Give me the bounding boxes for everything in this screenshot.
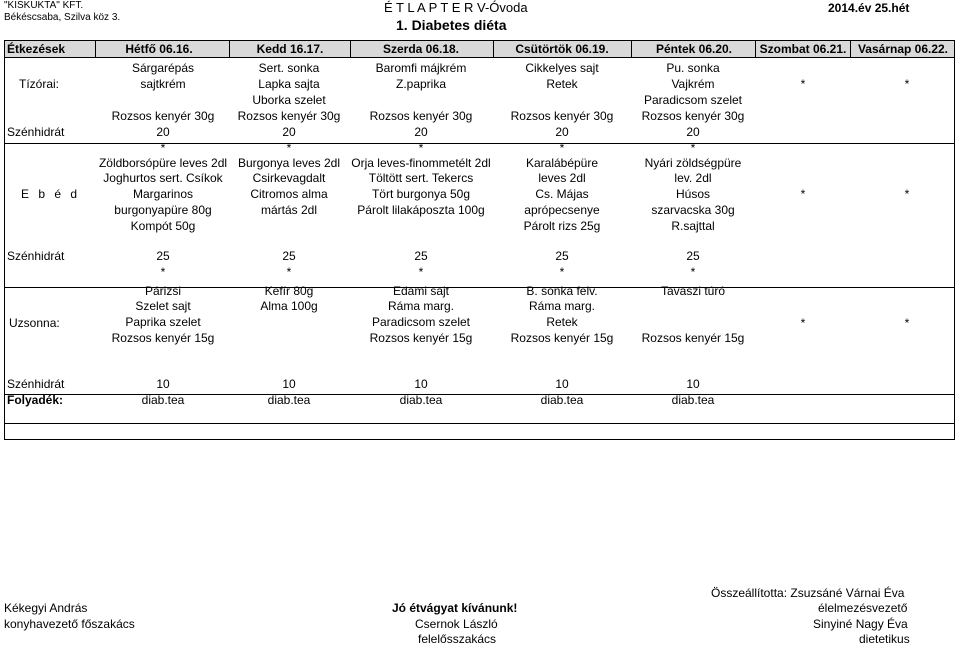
weekend-star: * <box>904 187 910 201</box>
ebed-item: aprópecsenye <box>524 203 600 217</box>
footer-right-name2: Sinyiné Nagy Éva <box>813 617 908 631</box>
ebed-item: Citromos alma <box>250 187 328 201</box>
divider <box>631 41 632 58</box>
footer-right-role1: élelmezésvezető <box>818 601 908 615</box>
tizorai-item: Sárgarépás <box>131 61 195 75</box>
divider <box>350 41 351 58</box>
tizorai-item: Rozsos kenyér 30g <box>369 109 473 123</box>
menu-table <box>4 40 955 440</box>
uzsonna-item: Paprika szelet <box>125 315 201 329</box>
ebed-item: Húsos <box>675 187 710 201</box>
footer-right-role2: dietetikus <box>859 632 910 646</box>
divider <box>229 41 230 58</box>
footer-left-role: konyhavezető főszakács <box>4 617 135 631</box>
footer-center-name: Csernok László <box>415 617 498 631</box>
tizorai-item: Baromfi májkrém <box>375 61 467 75</box>
ebed-carb-value: 25 <box>414 249 428 263</box>
weekend-star: * <box>800 316 806 330</box>
tizorai-item: Lapka sajta <box>258 77 320 91</box>
ebed-item: Nyári zöldségpüre <box>644 156 742 170</box>
tizorai-carb-label: Szénhidrát <box>7 125 65 139</box>
weekend-star: * <box>800 187 806 201</box>
ebed-item: Joghurtos sert. Csíkok <box>103 171 223 185</box>
tizorai-item: Uborka szelet <box>252 93 326 107</box>
ebed-item: Karalábépüre <box>525 156 599 170</box>
folyadek-value: diab.tea <box>141 393 185 407</box>
tizorai-item: Rozsos kenyér 30g <box>510 109 614 123</box>
ebed-item: Párolt rizs 25g <box>523 219 601 233</box>
ebed-item: Orja leves-finommetélt 2dl <box>351 156 491 170</box>
ebed-star: * <box>286 265 292 279</box>
uzsonna-item: Rozsos kenyér 15g <box>510 331 614 345</box>
uzsonna-item: Ráma marg. <box>528 299 596 313</box>
weekend-star: * <box>904 316 910 330</box>
ebed-star: * <box>418 265 424 279</box>
document-title: É T L A P T E R V-Óvoda <box>384 0 528 15</box>
col-header-wednesday: Szerda 06.18. <box>382 42 460 56</box>
uzsonna-item: Edami sajt <box>392 284 450 298</box>
footer-greeting: Jó étvágyat kívánunk! <box>392 601 518 615</box>
col-header-saturday: Szombat 06.21. <box>759 42 847 56</box>
tizorai-carb-value: 20 <box>686 125 700 139</box>
uzsonna-item: Tavaszi túró <box>660 284 726 298</box>
ebed-carb-value: 25 <box>156 249 170 263</box>
ebed-item: Cs. Májas <box>535 187 589 201</box>
tizorai-carb-value: 20 <box>282 125 296 139</box>
tizorai-star: * <box>559 141 565 155</box>
footer-left-name: Kékegyi András <box>4 601 88 615</box>
ebed-item: Tört burgonya 50g <box>371 187 471 201</box>
ebed-star: * <box>559 265 565 279</box>
uzsonna-item: Rozsos kenyér 15g <box>111 331 215 345</box>
tizorai-star: * <box>418 141 424 155</box>
ebed-item: Kompót 50g <box>130 219 196 233</box>
folyadek-value: diab.tea <box>540 393 584 407</box>
tizorai-item: Rozsos kenyér 30g <box>641 109 745 123</box>
company-address: Békéscsaba, Szilva köz 3. <box>4 12 121 23</box>
divider <box>755 41 756 58</box>
uzsonna-item: Párizsi <box>144 284 181 298</box>
uzsonna-item: Ráma marg. <box>387 299 455 313</box>
row-divider <box>5 423 954 424</box>
ebed-item: Burgonya leves 2dl <box>237 156 341 170</box>
uzsonna-carb-value: 10 <box>555 377 569 391</box>
folyadek-value: diab.tea <box>671 393 715 407</box>
ebed-star: * <box>690 265 696 279</box>
tizorai-carb-value: 20 <box>414 125 428 139</box>
tizorai-item: Rozsos kenyér 30g <box>111 109 215 123</box>
ebed-carb-value: 25 <box>686 249 700 263</box>
ebed-item: Csirkevagdalt <box>252 171 326 185</box>
divider <box>493 41 494 58</box>
tizorai-item: Z.paprika <box>395 77 447 91</box>
ebed-item: leves 2dl <box>538 171 586 185</box>
folyadek-value: diab.tea <box>267 393 311 407</box>
tizorai-star: * <box>690 141 696 155</box>
weekend-star: * <box>904 77 910 91</box>
tizorai-star: * <box>160 141 166 155</box>
folyadek-value: diab.tea <box>399 393 443 407</box>
ebed-item: Párolt lilakáposzta 100g <box>357 203 485 217</box>
company-name: "KISKUKTA" KFT. <box>4 0 84 11</box>
ebed-item: lev. 2dl <box>674 171 712 185</box>
col-header-monday: Hétfő 06.16. <box>125 42 193 56</box>
tizorai-item: Cikkelyes sajt <box>525 61 599 75</box>
tizorai-item: Vajkrém <box>671 77 715 91</box>
ebed-carb-label: Szénhidrát <box>7 249 65 263</box>
ebed-star: * <box>160 265 166 279</box>
col-header-friday: Péntek 06.20. <box>655 42 733 56</box>
uzsonna-carb-value: 10 <box>414 377 428 391</box>
uzsonna-item: Paradicsom szelet <box>371 315 471 329</box>
footer-center-role: felelősszakács <box>418 632 497 646</box>
col-header-thursday: Csütörtök 06.19. <box>515 42 609 56</box>
ebed-label: E b é d <box>21 187 81 201</box>
col-header-tuesday: Kedd 16.17. <box>256 42 324 56</box>
col-header-meals: Étkezések <box>7 42 66 56</box>
week-label: 2014.év 25.hét <box>828 1 910 15</box>
ebed-item: R.sajttal <box>671 219 715 233</box>
uzsonna-item: Kefír 80g <box>264 284 314 298</box>
uzsonna-carb-label: Szénhidrát <box>7 377 65 391</box>
uzsonna-item: Rozsos kenyér 15g <box>641 331 745 345</box>
tizorai-item: Paradicsom szelet <box>643 93 743 107</box>
ebed-carb-value: 25 <box>282 249 296 263</box>
tizorai-item: Rozsos kenyér 30g <box>237 109 341 123</box>
divider <box>850 41 851 58</box>
uzsonna-carb-value: 10 <box>282 377 296 391</box>
ebed-item: Margarinos <box>132 187 194 201</box>
tizorai-carb-value: 20 <box>156 125 170 139</box>
table-header-row <box>5 41 954 58</box>
tizorai-star: * <box>286 141 292 155</box>
ebed-item: Töltött sert. Tekercs <box>368 171 474 185</box>
weekend-star: * <box>800 77 806 91</box>
uzsonna-label: Uzsonna: <box>9 316 60 330</box>
ebed-carb-value: 25 <box>555 249 569 263</box>
folyadek-label: Folyadék: <box>7 393 64 407</box>
ebed-item: burgonyapüre 80g <box>114 203 212 217</box>
ebed-item: mártás 2dl <box>260 203 318 217</box>
tizorai-item: sajtkrém <box>140 77 186 91</box>
diet-title: 1. Diabetes diéta <box>396 17 507 33</box>
footer-compiled-by: Összeállította: Zsuzsáné Várnai Éva <box>711 586 905 600</box>
uzsonna-carb-value: 10 <box>686 377 700 391</box>
uzsonna-item: Szelet sajt <box>135 299 191 313</box>
tizorai-label: Tízórai: <box>19 77 60 91</box>
tizorai-item: Pu. sonka <box>666 61 720 75</box>
uzsonna-item: Retek <box>546 315 578 329</box>
tizorai-item: Sert. sonka <box>258 61 320 75</box>
uzsonna-carb-value: 10 <box>156 377 170 391</box>
tizorai-carb-value: 20 <box>555 125 569 139</box>
uzsonna-item: B. sonka felv. <box>526 284 598 298</box>
uzsonna-item: Alma 100g <box>260 299 318 313</box>
ebed-item: szarvacska 30g <box>651 203 735 217</box>
col-header-sunday: Vasárnap 06.22. <box>857 42 949 56</box>
tizorai-item: Retek <box>546 77 578 91</box>
divider <box>95 41 96 58</box>
ebed-item: Zöldborsópüre leves 2dl <box>98 156 228 170</box>
uzsonna-item: Rozsos kenyér 15g <box>369 331 473 345</box>
